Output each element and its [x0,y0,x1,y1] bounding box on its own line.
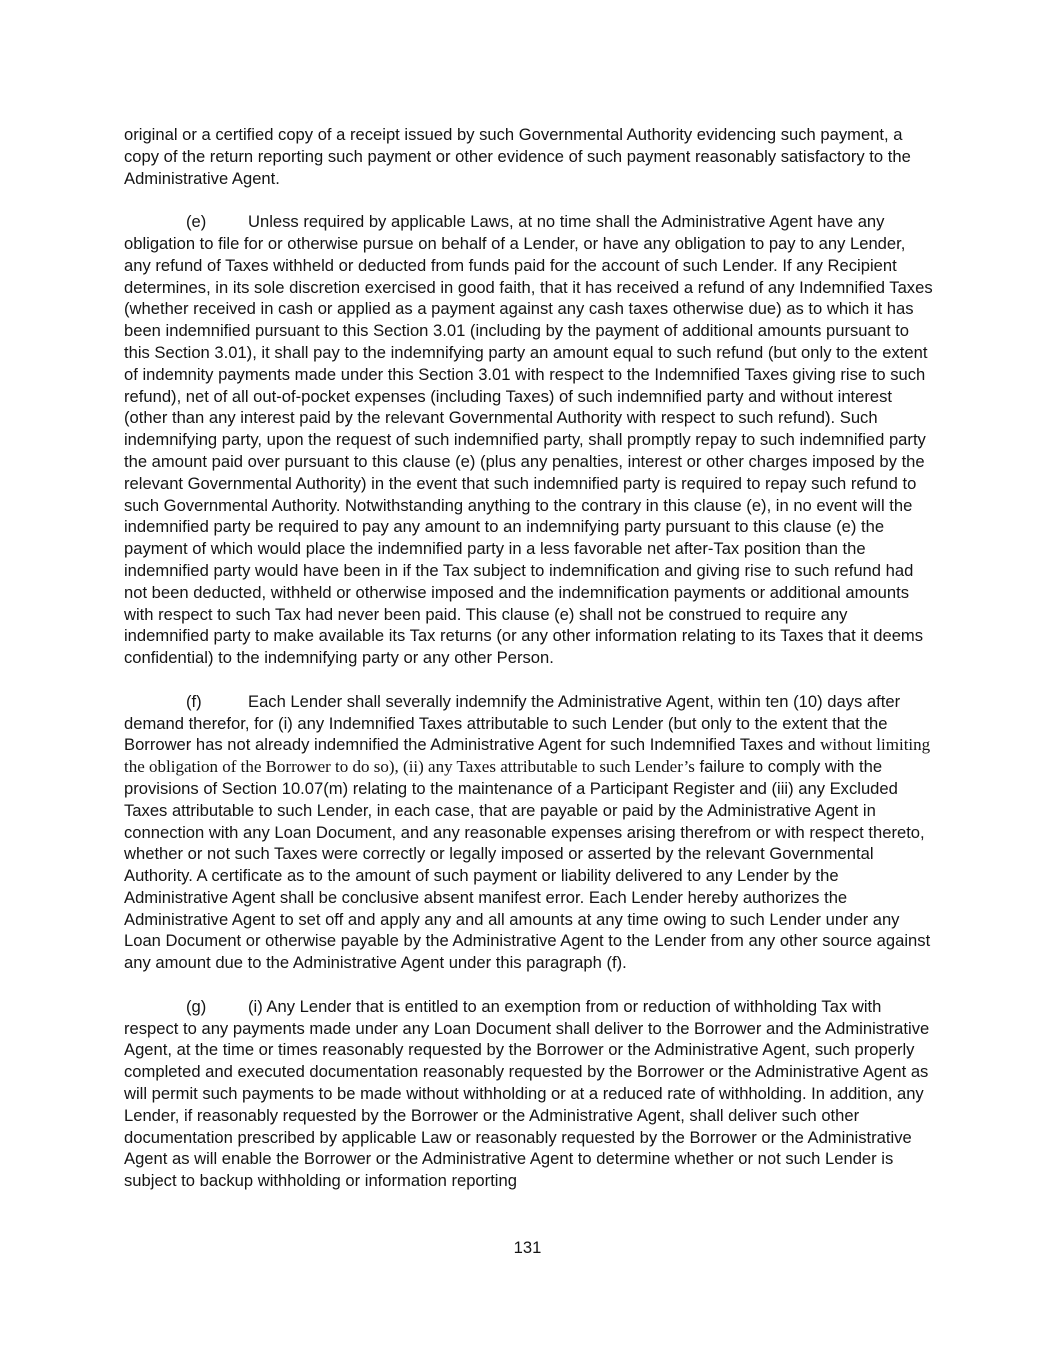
document-page [124,124,934,1192]
paragraph-g-label: (g) [186,996,207,1016]
paragraph-g-text: (i) Any Lender that is entitled to an exemption from or reduction of withholding Tax with respect to any payments made under any Loan Document shall deliver to the Borrower and the Administrative Agent, at the time or times reasonably requested by the Borrower or the Administrative Agent, such properly completed and executed documentation reasonably requested by the Borrower or the Administrative Agent as will permit such payments to be made without withholding or at a reduced rate of withholding. In addition, any Lender, if reasonably requested by the Borrower or the Administrative Agent, shall deliver such other documentation prescribed by applicable Law or reasonably requested by the Borrower or the Administrative Agent as will enable the Borrower or the Administrative Agent to determine whether or not such Lender is subject to backup withholding or information reporting [124,996,930,1191]
paragraph-e [124,211,934,669]
paragraph-continuation-text: original or a certified copy of a receipt issued by such Governmental Authority evidencing such payment, a copy of the return reporting such payment or other evidence of such payment reasonably satisfactory to the Administrative Agent. [124,125,911,188]
paragraph-continuation [124,124,934,189]
paragraph-f-text-part1: Each Lender shall severally indemnify the Administrative Agent, within ten (10) days after demand therefor, for (i) any Indemnified Taxes attributable to such Lender (but only to the extent that the Borrower has not already indemnified the Administrative Agent for such Indemnified Taxes and [124,691,901,755]
paragraph-f [124,691,934,974]
paragraph-e-label: (e) [186,212,207,232]
page-number: 131 [513,1238,542,1257]
paragraph-f-text-serif: without limiting the obligation of the Borrower to do so), (ii) any Taxes attributable to such Lender’s [124,735,931,777]
paragraph-f-text-part2: failure to comply with the provisions of Section 10.07(m) relating to the maintenance of a Participant Register and (iii) any Excluded Taxes attributable to such Lender, in each case, that are payable or paid by the Administrative Agent in connection with any Loan Document, and any reasonable expenses arising therefrom or with respect thereto, whether or not such Taxes were correctly or legally imposed or asserted by the relevant Governmental Authority. A certificate as to the amount of such payment or liability delivered to any Lender by the Administrative Agent shall be conclusive absent manifest error. Each Lender hereby authorizes the Administrative Agent to set off and apply any and all amounts at any time owing to such Lender under any Loan Document or otherwise payable by the Administrative Agent to the Lender from any other source against any amount due to the Administrative Agent under this paragraph (f). [124,757,931,973]
paragraph-f-label: (f) [186,691,202,711]
paragraph-e-text: Unless required by applicable Laws, at no time shall the Administrative Agent have any obligation to file for or otherwise pursue on behalf of a Lender, or have any obligation to pay to any Lender, any refund of Taxes withheld or deducted from funds paid for the account of such Lender. If any Recipient determines, in its sole discretion exercised in good faith, that it has received a refund of any Indemnified Taxes (whether received in cash or applied as a payment against any cash taxes otherwise due) as to which it has been indemnified pursuant to this Section 3.01 (including by the payment of additional amounts pursuant to this Section 3.01), it shall pay to the indemnifying party an amount equal to such refund (but only to the extent of indemnity payments made under this Section 3.01 with respect to the Indemnified Taxes giving rise to such refund), net of all out-of-pocket expenses (including Taxes) of such indemnified party and without interest (other than any interest paid by the relevant Governmental Authority with respect to such refund). Such indemnifying party, upon the request of such indemnified party, shall promptly repay to such indemnified party the amount paid over pursuant to this clause (e) (plus any penalties, interest or other charges imposed by the relevant Governmental Authority) in the event that such indemnified party is required to repay such refund to such Governmental Authority. Notwithstanding anything to the contrary in this clause (e), in no event will the indemnified party be required to pay any amount to an indemnifying party pursuant to this clause (e) the payment of which would place the indemnified party in a less favorable net after-Tax position than the indemnified party would have been in if the Tax subject to indemnification and giving rise to such refund had not been deducted, withheld or otherwise imposed and the indemnification payments or additional amounts with respect to such Tax had never been paid. This clause (e) shall not be construed to require any indemnified party to make available its Tax returns (or any other information relating to its Taxes that it deems confidential) to the indemnifying party or any other Person. [124,212,933,668]
paragraph-g [124,996,934,1192]
